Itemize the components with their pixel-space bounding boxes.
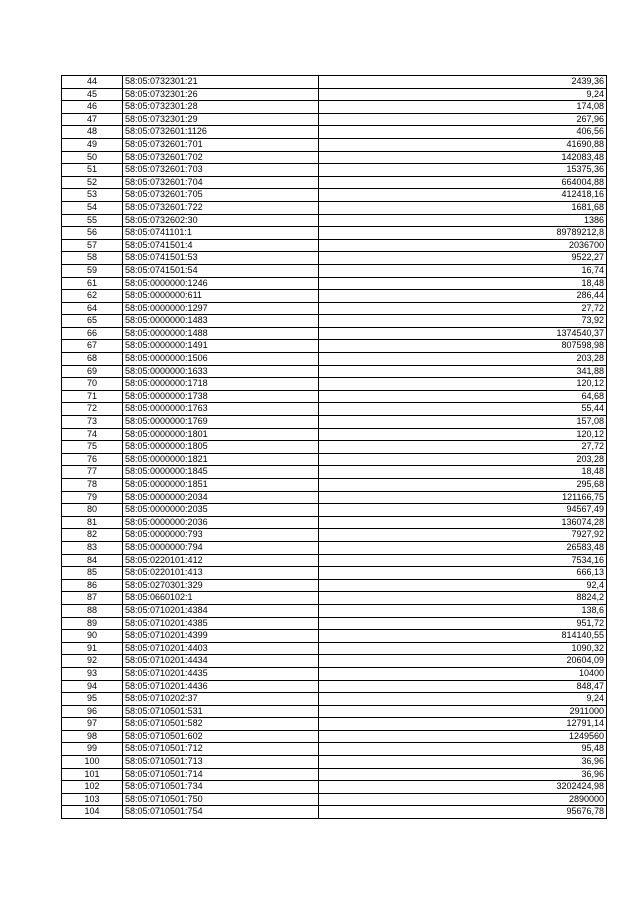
table-row	[62, 453, 607, 466]
cadastral-number-cell: 58:05:0710501:713	[123, 756, 319, 769]
value-cell: 9522,27	[319, 252, 607, 265]
cadastral-number-cell: 58:05:0732602:30	[123, 214, 319, 227]
value-cell: 1374540,37	[319, 327, 607, 340]
row-number-cell: 87	[62, 592, 123, 605]
cadastral-number-cell: 58:05:0710501:754	[123, 806, 319, 819]
table-row	[62, 592, 607, 605]
value-cell: 95,48	[319, 743, 607, 756]
row-number-cell: 48	[62, 126, 123, 139]
cadastral-number-cell: 58:05:0000000:1821	[123, 453, 319, 466]
table-row	[62, 176, 607, 189]
row-number-cell: 101	[62, 768, 123, 781]
row-number-cell: 103	[62, 793, 123, 806]
cadastral-number-cell: 58:05:0000000:1851	[123, 479, 319, 492]
value-cell: 27,72	[319, 302, 607, 315]
table-row	[62, 617, 607, 630]
value-cell: 203,28	[319, 453, 607, 466]
cadastral-number-cell: 58:05:0000000:2036	[123, 516, 319, 529]
value-cell: 36,96	[319, 756, 607, 769]
row-number-cell: 73	[62, 416, 123, 429]
value-cell: 2890000	[319, 793, 607, 806]
cadastral-number-cell: 58:05:0000000:793	[123, 529, 319, 542]
cadastral-number-cell: 58:05:0732601:703	[123, 164, 319, 177]
row-number-cell: 61	[62, 277, 123, 290]
cadastral-number-cell: 58:05:0000000:1246	[123, 277, 319, 290]
row-number-cell: 75	[62, 441, 123, 454]
value-cell: 18,48	[319, 466, 607, 479]
value-cell: 9,24	[319, 693, 607, 706]
cadastral-number-cell: 58:05:0000000:2034	[123, 491, 319, 504]
row-number-cell: 64	[62, 302, 123, 315]
value-cell: 2911000	[319, 705, 607, 718]
table-row	[62, 680, 607, 693]
table-row	[62, 353, 607, 366]
table-row	[62, 277, 607, 290]
cadastral-number-cell: 58:05:0660102:1	[123, 592, 319, 605]
table-row	[62, 101, 607, 114]
value-cell: 286,44	[319, 290, 607, 303]
table-body	[62, 76, 607, 819]
value-cell: 142083,48	[319, 151, 607, 164]
row-number-cell: 97	[62, 718, 123, 731]
value-cell: 16,74	[319, 264, 607, 277]
table-row	[62, 201, 607, 214]
value-cell: 89789212,8	[319, 227, 607, 240]
cadastral-number-cell: 58:05:0000000:794	[123, 541, 319, 554]
table-row	[62, 541, 607, 554]
table-row	[62, 604, 607, 617]
cadastral-number-cell: 58:05:0270301:329	[123, 579, 319, 592]
table-row	[62, 302, 607, 315]
cadastral-number-cell: 58:05:0710201:4385	[123, 617, 319, 630]
row-number-cell: 76	[62, 453, 123, 466]
table-row	[62, 793, 607, 806]
table-row	[62, 756, 607, 769]
row-number-cell: 83	[62, 541, 123, 554]
row-number-cell: 90	[62, 630, 123, 643]
value-cell: 27,72	[319, 441, 607, 454]
cadastral-number-cell: 58:05:0000000:611	[123, 290, 319, 303]
row-number-cell: 104	[62, 806, 123, 819]
cadastral-number-cell: 58:05:0710501:750	[123, 793, 319, 806]
cadastral-number-cell: 58:05:0000000:1483	[123, 315, 319, 328]
table-row	[62, 290, 607, 303]
cadastral-number-cell: 58:05:0732301:21	[123, 76, 319, 89]
table-row	[62, 579, 607, 592]
cadastral-number-cell: 58:05:0000000:1506	[123, 353, 319, 366]
value-cell: 1386	[319, 214, 607, 227]
row-number-cell: 78	[62, 479, 123, 492]
row-number-cell: 68	[62, 353, 123, 366]
table-row	[62, 428, 607, 441]
value-cell: 10400	[319, 667, 607, 680]
cadastral-number-cell: 58:05:0710201:4403	[123, 642, 319, 655]
row-number-cell: 46	[62, 101, 123, 114]
value-cell: 664004,88	[319, 176, 607, 189]
row-number-cell: 95	[62, 693, 123, 706]
row-number-cell: 100	[62, 756, 123, 769]
cadastral-number-cell: 58:05:0000000:1297	[123, 302, 319, 315]
cadastral-number-cell: 58:05:0000000:1801	[123, 428, 319, 441]
row-number-cell: 65	[62, 315, 123, 328]
value-cell: 55,44	[319, 403, 607, 416]
value-cell: 18,48	[319, 277, 607, 290]
cadastral-number-cell: 58:05:0710501:531	[123, 705, 319, 718]
cadastral-number-cell: 58:05:0732601:722	[123, 201, 319, 214]
table-row	[62, 164, 607, 177]
value-cell: 120,12	[319, 428, 607, 441]
row-number-cell: 99	[62, 743, 123, 756]
table-row	[62, 567, 607, 580]
cadastral-number-cell: 58:05:0732601:1126	[123, 126, 319, 139]
table-row	[62, 479, 607, 492]
value-cell: 1090,32	[319, 642, 607, 655]
value-cell: 36,96	[319, 768, 607, 781]
value-cell: 121166,75	[319, 491, 607, 504]
table-row	[62, 504, 607, 517]
table-row	[62, 126, 607, 139]
row-number-cell: 49	[62, 138, 123, 151]
value-cell: 12791,14	[319, 718, 607, 731]
value-cell: 20604,09	[319, 655, 607, 668]
cadastral-number-cell: 58:05:0710501:714	[123, 768, 319, 781]
row-number-cell: 82	[62, 529, 123, 542]
value-cell: 8824,2	[319, 592, 607, 605]
row-number-cell: 56	[62, 227, 123, 240]
cadastral-number-cell: 58:05:0000000:1845	[123, 466, 319, 479]
cadastral-table	[61, 75, 607, 819]
row-number-cell: 66	[62, 327, 123, 340]
value-cell: 807598,98	[319, 340, 607, 353]
cadastral-number-cell: 58:05:0710201:4435	[123, 667, 319, 680]
table-row	[62, 88, 607, 101]
cadastral-number-cell: 58:05:0000000:1769	[123, 416, 319, 429]
cadastral-number-cell: 58:05:0732301:29	[123, 113, 319, 126]
row-number-cell: 84	[62, 554, 123, 567]
table-row	[62, 667, 607, 680]
cadastral-number-cell: 58:05:0220101:413	[123, 567, 319, 580]
table-row	[62, 768, 607, 781]
row-number-cell: 77	[62, 466, 123, 479]
cadastral-number-cell: 58:05:0000000:1488	[123, 327, 319, 340]
table-row	[62, 378, 607, 391]
table-row	[62, 655, 607, 668]
cadastral-number-cell: 58:05:0732601:702	[123, 151, 319, 164]
table-row	[62, 491, 607, 504]
table-row	[62, 252, 607, 265]
table-row	[62, 743, 607, 756]
row-number-cell: 85	[62, 567, 123, 580]
value-cell: 9,24	[319, 88, 607, 101]
row-number-cell: 92	[62, 655, 123, 668]
table-row	[62, 693, 607, 706]
table-row	[62, 138, 607, 151]
table-row	[62, 327, 607, 340]
value-cell: 174,08	[319, 101, 607, 114]
row-number-cell: 55	[62, 214, 123, 227]
table-row	[62, 416, 607, 429]
cadastral-number-cell: 58:05:0732601:701	[123, 138, 319, 151]
value-cell: 92,4	[319, 579, 607, 592]
value-cell: 136074,28	[319, 516, 607, 529]
cadastral-number-cell: 58:05:0220101:412	[123, 554, 319, 567]
cadastral-number-cell: 58:05:0732601:704	[123, 176, 319, 189]
table-row	[62, 529, 607, 542]
cadastral-number-cell: 58:05:0741101:1	[123, 227, 319, 240]
table-row	[62, 151, 607, 164]
value-cell: 15375,36	[319, 164, 607, 177]
row-number-cell: 51	[62, 164, 123, 177]
row-number-cell: 62	[62, 290, 123, 303]
row-number-cell: 89	[62, 617, 123, 630]
value-cell: 138,6	[319, 604, 607, 617]
row-number-cell: 94	[62, 680, 123, 693]
table-row	[62, 630, 607, 643]
table-row	[62, 718, 607, 731]
value-cell: 1249560	[319, 730, 607, 743]
table-row	[62, 705, 607, 718]
cadastral-number-cell: 58:05:0741501:54	[123, 264, 319, 277]
table-row	[62, 239, 607, 252]
table-row	[62, 189, 607, 202]
cadastral-number-cell: 58:05:0710501:734	[123, 781, 319, 794]
cadastral-number-cell: 58:05:0000000:1738	[123, 390, 319, 403]
cadastral-number-cell: 58:05:0000000:1633	[123, 365, 319, 378]
row-number-cell: 88	[62, 604, 123, 617]
cadastral-number-cell: 58:05:0710501:712	[123, 743, 319, 756]
value-cell: 73,92	[319, 315, 607, 328]
cadastral-number-cell: 58:05:0710201:4399	[123, 630, 319, 643]
table-row	[62, 340, 607, 353]
value-cell: 120,12	[319, 378, 607, 391]
cadastral-number-cell: 58:05:0741501:4	[123, 239, 319, 252]
value-cell: 814140,55	[319, 630, 607, 643]
table-row	[62, 441, 607, 454]
table-row	[62, 315, 607, 328]
value-cell: 412418,16	[319, 189, 607, 202]
cadastral-number-cell: 58:05:0000000:1805	[123, 441, 319, 454]
table-row	[62, 403, 607, 416]
cadastral-number-cell: 58:05:0732601:705	[123, 189, 319, 202]
row-number-cell: 59	[62, 264, 123, 277]
row-number-cell: 81	[62, 516, 123, 529]
row-number-cell: 72	[62, 403, 123, 416]
row-number-cell: 53	[62, 189, 123, 202]
cadastral-number-cell: 58:05:0732301:28	[123, 101, 319, 114]
cadastral-number-cell: 58:05:0000000:1491	[123, 340, 319, 353]
value-cell: 94567,49	[319, 504, 607, 517]
row-number-cell: 80	[62, 504, 123, 517]
row-number-cell: 93	[62, 667, 123, 680]
row-number-cell: 71	[62, 390, 123, 403]
table-row	[62, 554, 607, 567]
row-number-cell: 54	[62, 201, 123, 214]
table-row	[62, 113, 607, 126]
row-number-cell: 67	[62, 340, 123, 353]
value-cell: 95676,78	[319, 806, 607, 819]
table-row	[62, 264, 607, 277]
row-number-cell: 69	[62, 365, 123, 378]
row-number-cell: 47	[62, 113, 123, 126]
value-cell: 26583,48	[319, 541, 607, 554]
row-number-cell: 70	[62, 378, 123, 391]
row-number-cell: 45	[62, 88, 123, 101]
row-number-cell: 86	[62, 579, 123, 592]
value-cell: 2036700	[319, 239, 607, 252]
cadastral-number-cell: 58:05:0710201:4384	[123, 604, 319, 617]
table-row	[62, 516, 607, 529]
row-number-cell: 52	[62, 176, 123, 189]
cadastral-number-cell: 58:05:0000000:2035	[123, 504, 319, 517]
cadastral-number-cell: 58:05:0000000:1763	[123, 403, 319, 416]
value-cell: 666,13	[319, 567, 607, 580]
value-cell: 1681,68	[319, 201, 607, 214]
row-number-cell: 79	[62, 491, 123, 504]
table-row	[62, 214, 607, 227]
cadastral-number-cell: 58:05:0710201:4434	[123, 655, 319, 668]
row-number-cell: 98	[62, 730, 123, 743]
table-row	[62, 365, 607, 378]
value-cell: 295,68	[319, 479, 607, 492]
cadastral-number-cell: 58:05:0710501:582	[123, 718, 319, 731]
cadastral-number-cell: 58:05:0732301:26	[123, 88, 319, 101]
table-row	[62, 466, 607, 479]
value-cell: 341,88	[319, 365, 607, 378]
value-cell: 2439,36	[319, 76, 607, 89]
table-row	[62, 781, 607, 794]
cadastral-number-cell: 58:05:0741501:53	[123, 252, 319, 265]
table-row	[62, 730, 607, 743]
value-cell: 203,28	[319, 353, 607, 366]
cadastral-number-cell: 58:05:0710501:602	[123, 730, 319, 743]
value-cell: 7534,16	[319, 554, 607, 567]
value-cell: 7927,92	[319, 529, 607, 542]
value-cell: 41690,88	[319, 138, 607, 151]
row-number-cell: 74	[62, 428, 123, 441]
table-row	[62, 642, 607, 655]
value-cell: 951,72	[319, 617, 607, 630]
table-row	[62, 806, 607, 819]
value-cell: 157,08	[319, 416, 607, 429]
table-row	[62, 76, 607, 89]
row-number-cell: 44	[62, 76, 123, 89]
cadastral-number-cell: 58:05:0710202:37	[123, 693, 319, 706]
value-cell: 848,47	[319, 680, 607, 693]
value-cell: 267,96	[319, 113, 607, 126]
row-number-cell: 96	[62, 705, 123, 718]
row-number-cell: 58	[62, 252, 123, 265]
table-row	[62, 390, 607, 403]
row-number-cell: 57	[62, 239, 123, 252]
cadastral-number-cell: 58:05:0000000:1718	[123, 378, 319, 391]
row-number-cell: 50	[62, 151, 123, 164]
table-row	[62, 227, 607, 240]
row-number-cell: 102	[62, 781, 123, 794]
row-number-cell: 91	[62, 642, 123, 655]
cadastral-number-cell: 58:05:0710201:4436	[123, 680, 319, 693]
value-cell: 3202424,98	[319, 781, 607, 794]
value-cell: 406,56	[319, 126, 607, 139]
value-cell: 64,68	[319, 390, 607, 403]
